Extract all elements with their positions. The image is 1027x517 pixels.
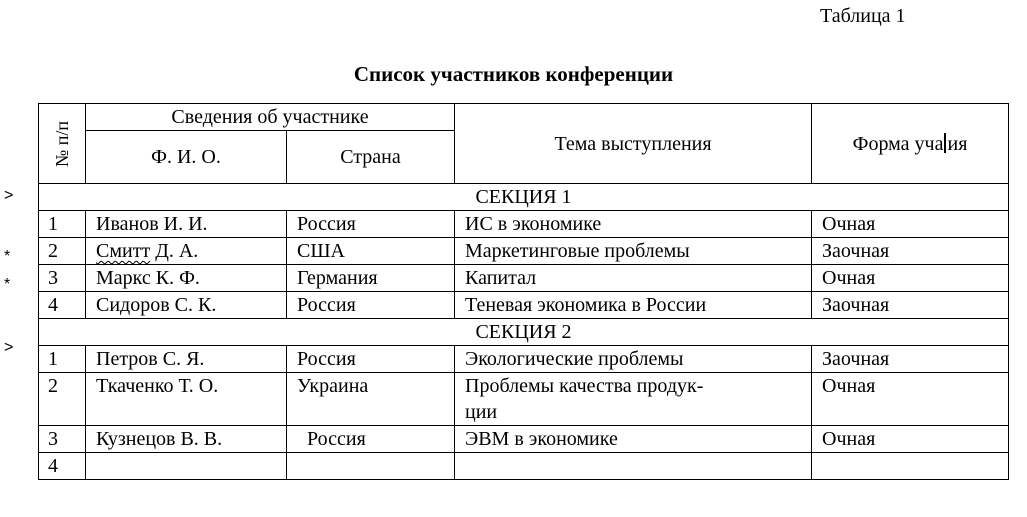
table-row [39,453,1009,480]
topic-cell: ИС в экономике [455,211,812,238]
margin-mark-row-3: * [4,276,11,293]
row-number: 2 [39,373,86,426]
num-header-label: № п/п [52,120,72,167]
fio-header: Ф. И. О. [86,131,287,184]
form-cell[interactable] [812,453,1009,480]
participant-info-header: Сведения об участнике [86,104,455,131]
topic-cell: ЭВМ в экономике [455,426,812,453]
form-cell: Очная [812,373,1009,426]
row-number: 3 [39,265,86,292]
spellcheck-flagged-word[interactable]: Смитт [96,240,151,262]
topic-cell: Экологические проблемы [455,346,812,373]
country-header: Страна [287,131,455,184]
row-number: 4 [39,453,86,480]
participants-table [38,103,1009,480]
topic-cell: Капитал [455,265,812,292]
country-cell: Россия [287,292,455,319]
section-row-2 [39,319,1009,346]
fio-initials: Д. А. [150,240,199,262]
table-row [39,346,1009,373]
form-cell: Очная [812,211,1009,238]
section-row-1 [39,184,1009,211]
table-caption: Таблица 1 [820,5,906,27]
form-header [812,104,1009,184]
form-header-text-start: Форма уча [852,132,944,155]
topic-line-2: ции [465,401,498,423]
country-cell: Россия [287,211,455,238]
form-cell: Заочная [812,292,1009,319]
topic-cell: Маркетинговые проблемы [455,238,812,265]
num-header-cell [39,104,86,184]
margin-mark-section-2: > [4,339,14,356]
table-row [39,211,1009,238]
topic-cell: Теневая экономика в России [455,292,812,319]
topic-cell[interactable] [455,453,812,480]
row-number: 3 [39,426,86,453]
margin-mark-section-1: > [4,187,14,204]
form-cell: Заочная [812,238,1009,265]
fio-cell: Кузнецов В. В. [86,426,287,453]
form-cell: Очная [812,426,1009,453]
section-label: СЕКЦИЯ 2 [39,319,1009,346]
form-header-text-end: ия [947,132,968,155]
fio-cell: Ткаченко Т. О. [86,373,287,426]
fio-cell: Петров С. Я. [86,346,287,373]
header-row [39,104,1009,131]
table-row [39,426,1009,453]
row-number: 2 [39,238,86,265]
table-row [39,238,1009,265]
fio-cell: Сидоров С. К. [86,292,287,319]
fio-cell [86,238,287,265]
country-cell: Россия [287,346,455,373]
topic-cell [455,373,812,426]
fio-cell[interactable] [86,453,287,480]
fio-cell: Иванов И. И. [86,211,287,238]
country-cell: Украина [287,373,455,426]
topic-header: Тема выступления [455,104,812,184]
form-cell: Заочная [812,346,1009,373]
table-row [39,292,1009,319]
topic-line-1: Проблемы качества продук- [465,375,704,397]
country-cell[interactable] [287,453,455,480]
row-number: 4 [39,292,86,319]
country-cell: Россия [287,426,455,453]
table-row [39,373,1009,426]
fio-cell: Маркс К. Ф. [86,265,287,292]
country-cell: Германия [287,265,455,292]
section-label: СЕКЦИЯ 1 [39,184,1009,211]
row-number: 1 [39,346,86,373]
table-title: Список участников конференции [353,62,674,86]
form-cell: Очная [812,265,1009,292]
margin-mark-row-2: * [4,248,11,265]
country-cell: США [287,238,455,265]
row-number: 1 [39,211,86,238]
table-row [39,265,1009,292]
